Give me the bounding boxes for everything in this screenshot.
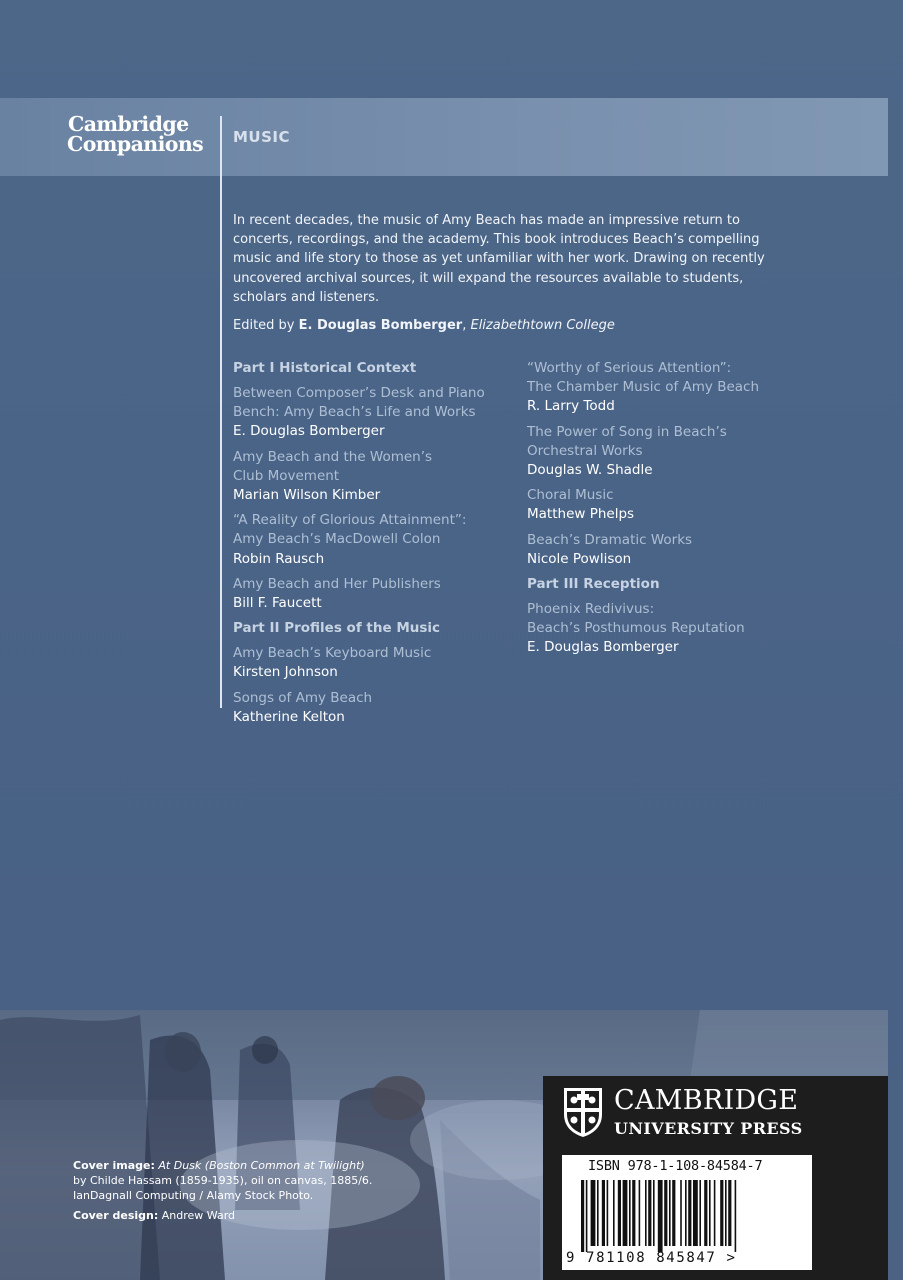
chapter-title: Beach’s Dramatic Works [527, 531, 693, 548]
editor-affiliation: Elizabethtown College [470, 318, 615, 333]
contents-column-left [233, 359, 533, 733]
barcode-bar [618, 1180, 621, 1246]
chapter-entry [233, 448, 533, 506]
barcode-bar [688, 1180, 691, 1246]
cover-credits [73, 1158, 433, 1223]
chapter-author: Kirsten Johnson [233, 664, 338, 681]
chapter-author: Katherine Kelton [233, 708, 345, 725]
logo-line-1: Cambridge [68, 112, 189, 136]
chapter-author: Bill F. Faucett [233, 595, 322, 612]
chapter-title: Amy Beach and Her Publishers [233, 575, 441, 592]
barcode-bar [581, 1180, 584, 1252]
barcode-bar [669, 1180, 671, 1246]
book-description: In recent decades, the music of Amy Beach has made an impressive return to concerts, recordings, and the academy. This book introduces Beach’s compelling music and life story to those as yet unfamiliar with her work. Drawing on recently uncovered archival sources, it will expand the resources available to students, scholars and listeners. [233, 213, 765, 305]
chapter-author: E. Douglas Bomberger [527, 639, 679, 656]
barcode-bar [693, 1180, 698, 1246]
chapter-entry [233, 511, 533, 569]
chapter-author: Robin Rausch [233, 550, 325, 567]
barcode-bar [709, 1180, 711, 1246]
chapter-entry [527, 423, 827, 481]
chapter-entry [233, 384, 533, 442]
barcode-bar [623, 1180, 628, 1246]
barcode-bar [591, 1180, 596, 1246]
chapter-entry [233, 575, 533, 613]
barcode-bar [685, 1180, 687, 1246]
chapter-author: Matthew Phelps [527, 506, 635, 523]
chapter-entry [527, 486, 827, 524]
chapter-author: E. Douglas Bomberger [233, 423, 385, 440]
barcode-bar [672, 1180, 675, 1246]
editor-name: E. Douglas Bomberger [298, 318, 463, 333]
barcode-bar [664, 1180, 667, 1246]
barcode-bar [602, 1180, 605, 1246]
chapter-title: The Power of Song in Beach’s Orchestral Works [527, 423, 727, 459]
isbn-barcode [581, 1180, 805, 1252]
barcode-digits: 9 781108 845847 > [566, 1250, 737, 1266]
publisher-subtitle: UNIVERSITY PRESS [614, 1119, 803, 1138]
chapter-title: “A Reality of Glorious Attainment”: Amy Beach’s MacDowell Colon [233, 512, 467, 548]
editor-separator: , [462, 318, 471, 333]
vertical-divider [220, 116, 222, 708]
chapter-author: R. Larry Todd [527, 398, 615, 415]
university-crest-icon [562, 1086, 604, 1138]
part-heading: Part III Reception [527, 576, 660, 593]
logo-line-2: Companions [67, 132, 204, 156]
barcode-bar [720, 1180, 723, 1246]
cover-image-label: Cover image: [73, 1159, 155, 1172]
barcode-bar [714, 1180, 716, 1246]
chapter-entry [233, 644, 533, 682]
chapter-entry [527, 531, 827, 569]
chapter-title: “Worthy of Serious Attention”: The Chamber Music of Amy Beach [527, 360, 760, 396]
series-label: MUSIC [233, 128, 290, 146]
chapter-title: Phoenix Redivivus: Beach’s Posthumous Reputation [527, 601, 745, 637]
barcode-bar [658, 1180, 663, 1252]
publisher-name: CAMBRIDGE [614, 1085, 799, 1116]
isbn-text: ISBN 978-1-108-84584-7 [588, 1158, 763, 1174]
barcode-bar [725, 1180, 727, 1246]
cover-image-credit [73, 1158, 433, 1173]
chapter-entry [527, 359, 827, 417]
chapter-title: Amy Beach and the Women’s Club Movement [233, 448, 433, 484]
cover-design-name: Andrew Ward [161, 1209, 236, 1222]
editor-prefix: Edited by [233, 318, 299, 333]
chapter-entry [527, 600, 827, 658]
cover-image-details: by Childe Hassam (1859-1935), oil on canvas, 1885/6. [73, 1174, 373, 1187]
contents-column-right [527, 359, 827, 664]
barcode-bar [629, 1180, 631, 1246]
barcode-bar [728, 1180, 731, 1246]
barcode-bar [597, 1180, 599, 1246]
barcode-bar [607, 1180, 609, 1246]
barcode-bar [639, 1180, 641, 1246]
chapter-title: Songs of Amy Beach [233, 689, 373, 706]
part-heading: Part II Profiles of the Music [233, 620, 441, 637]
chapter-title: Choral Music [527, 487, 614, 504]
chapter-author: Nicole Powlison [527, 550, 632, 567]
barcode-bar [699, 1180, 701, 1246]
editor-line [233, 316, 793, 335]
cover-image-title: At Dusk (Boston Common at Twilight) [158, 1159, 365, 1172]
cambridge-companions-logo [68, 114, 218, 154]
barcode-bar [586, 1180, 588, 1252]
part-heading: Part I Historical Context [233, 360, 417, 376]
cover-image-source: IanDagnall Computing / Alamy Stock Photo. [73, 1189, 314, 1202]
cover-design-credit [73, 1208, 433, 1223]
chapter-title: Between Composer’s Desk and Piano Bench: Amy Beach’s Life and Works [233, 385, 485, 421]
chapter-author: Douglas W. Shadle [527, 462, 653, 479]
barcode-bar [613, 1180, 615, 1246]
chapter-entry [233, 689, 533, 727]
barcode-bar [680, 1180, 682, 1246]
cover-design-label: Cover design: [73, 1209, 159, 1222]
chapter-title: Amy Beach’s Keyboard Music [233, 645, 432, 662]
barcode-bar [645, 1180, 647, 1246]
barcode-bar [704, 1180, 707, 1246]
barcode-bar [648, 1180, 651, 1246]
barcode-bar [735, 1180, 737, 1252]
barcode-bar [632, 1180, 635, 1246]
chapter-author: Marian Wilson Kimber [233, 487, 381, 504]
barcode-bar [653, 1180, 655, 1246]
